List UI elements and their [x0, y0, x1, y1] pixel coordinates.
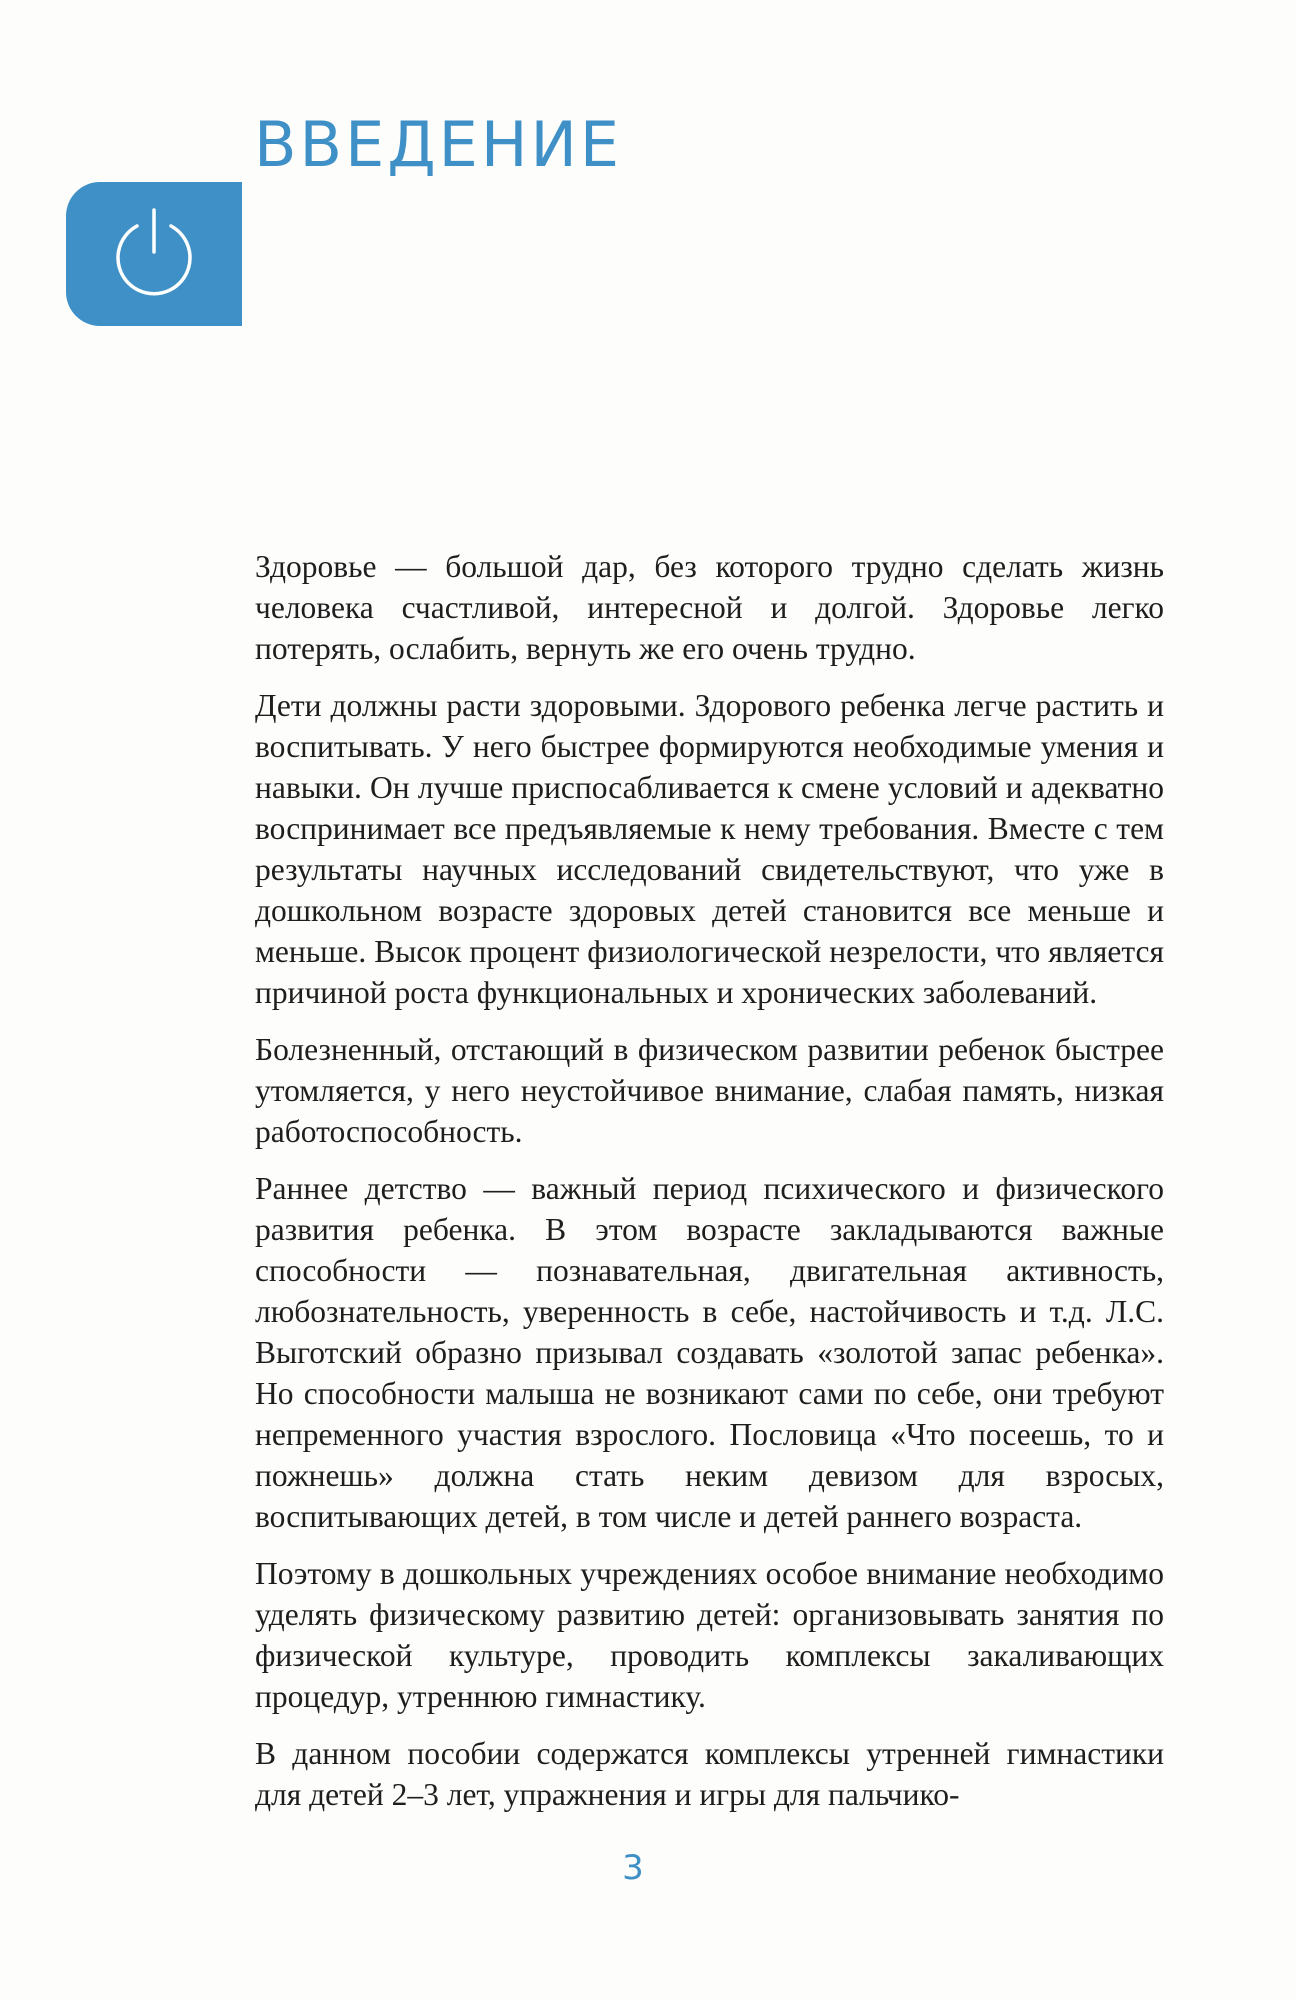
- paragraph-6: В данном пособии содержатся комплексы утренней гимнастики для детей 2–3 лет, упражнения и игры для пальчико-: [255, 1736, 1164, 1812]
- paragraph-2: Дети должны расти здоровыми. Здорового ребенка легче растить и воспитывать. У него быстрее формируются необходимые умения и навыки. Он лучше приспосабливается к смене условий и адекватно воспринимает все предъявляемые к нему требования. Вместе с тем результаты научных исследований свидетельствуют, что уже в дошкольном возрасте здоровых детей становится все меньше и меньше. Высок процент физиологической незрелости, что является причиной роста функциональных и хронических заболеваний.: [255, 688, 1164, 1010]
- body-text: [255, 546, 1164, 1831]
- paragraph-3: Болезненный, отстающий в физическом развитии ребенок быстрее утомляется, у него неустойчивое внимание, слабая память, низкая работоспособность.: [255, 1032, 1164, 1149]
- chapter-heading: ВВЕДЕНИЕ: [254, 108, 623, 181]
- chapter-icon-tab: [66, 182, 242, 326]
- paragraph-1: Здоровье — большой дар, без которого трудно сделать жизнь человека счастливой, интересной и долгой. Здоровье легко потерять, ослабить, вернуть же его очень трудно.: [255, 549, 1164, 666]
- paragraph-5: Поэтому в дошкольных учреждениях особое внимание необходимо уделять физическому развитию детей: организовывать занятия по физической культуре, проводить комплексы закаливающих процедур, утреннюю гимнастику.: [255, 1556, 1164, 1714]
- power-icon: [104, 204, 204, 304]
- page-number: 3: [622, 1848, 644, 1888]
- paragraph-4: Раннее детство — важный период психического и физического развития ребенка. В этом возрасте закладываются важные способности — познавательная, двигательная активность, любознательность, уверенность в себе, настойчивость и т.д. Л.С. Выготский образно призывал создавать «золотой запас ребенка». Но способности малыша не возникают сами по себе, они требуют непременного участия взрослого. Пословица «Что посеешь, то и пожнешь» должна стать неким девизом для взросых, воспитывающих детей, в том числе и детей раннего возраста.: [255, 1171, 1164, 1534]
